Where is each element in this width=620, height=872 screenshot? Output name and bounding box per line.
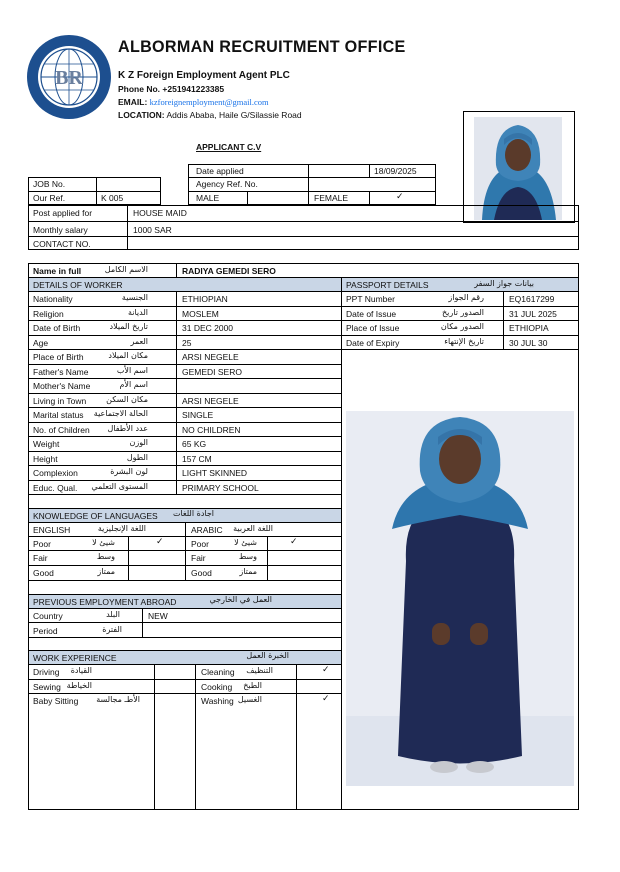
passport-label: Place of Issue [346, 323, 400, 333]
email-line [118, 98, 269, 107]
detail-label: Age [33, 337, 49, 348]
detail-value: ARSI NEGELE [182, 395, 239, 406]
detail-value: GEMEDI SERO [182, 366, 242, 377]
detail-label-ar: اسم الأم [119, 380, 148, 389]
passport-label: Date of Issue [346, 308, 397, 319]
full-body-photo [346, 411, 574, 786]
country-label: Country [33, 611, 63, 621]
location-line [118, 111, 302, 120]
work-skill-label-ar: التنظيف [246, 666, 273, 675]
detail-label: Living in Town [33, 395, 87, 406]
detail-value: LIGHT SKINNED [182, 468, 248, 478]
detail-label: Weight [33, 439, 60, 449]
row-divider [341, 335, 579, 336]
arabic-level: Poor [191, 539, 209, 549]
location-label: LOCATION: [118, 110, 165, 120]
detail-label-ar: لون البشرة [110, 467, 148, 476]
detail-label-ar: مكان السكن [106, 394, 148, 404]
work-title: WORK EXPERIENCE [33, 653, 117, 663]
email-link[interactable]: kzforeignemployment@gmail.com [149, 97, 269, 107]
female-check: ✓ [396, 192, 404, 202]
detail-label-ar: مكان الميلاد [108, 351, 148, 360]
detail-label: Height [33, 453, 58, 464]
detail-label: No. of Children [33, 424, 90, 435]
detail-label-ar: تاريخ الميلاد [109, 322, 148, 331]
column-divider [503, 291, 504, 349]
detail-label: Nationality [33, 294, 73, 304]
row-divider [28, 349, 341, 350]
work-skill-label: Driving [33, 667, 60, 677]
detail-label: Marital status [33, 410, 84, 420]
row-divider [341, 320, 579, 321]
detail-value: 157 CM [182, 453, 212, 464]
work-skill-label-ar: الطبخ [243, 681, 262, 690]
passport-title-ar: بيانات جواز السفر [474, 279, 534, 288]
passport-label-ar: الصدور تاريخ [442, 307, 484, 317]
work-skill-label: Sewing [33, 682, 61, 692]
languages-title-ar: اجادة اللغات [172, 509, 214, 518]
name-label: Name in full [33, 266, 82, 276]
arabic-level: Good [191, 568, 212, 578]
detail-label: Mother's Name [33, 381, 91, 391]
detail-label: Religion [33, 308, 64, 319]
detail-label-ar: الوزن [129, 438, 148, 447]
detail-label-ar: العمر [130, 336, 148, 346]
location-value: Addis Ababa, Haile G/Silassie Road [166, 110, 302, 120]
salary-label: Monthly salary [33, 225, 88, 235]
country-label-ar: البلد [106, 610, 120, 619]
row-divider [28, 451, 341, 452]
detail-label: Educ. Qual. [33, 482, 78, 493]
english-level: Good [33, 568, 54, 578]
detail-label-ar: المستوى التعلمي [91, 481, 148, 491]
email-label: EMAIL: [118, 97, 148, 107]
logo-monogram: BR [55, 67, 83, 89]
english-label: ENGLISH [33, 525, 71, 535]
company-name: ALBORMAN RECRUITMENT OFFICE [118, 37, 406, 56]
arabic-level-ar: شيئ لا [234, 538, 257, 547]
detail-label: Date of Birth [33, 323, 81, 333]
country-value: NEW [148, 611, 168, 621]
english-level: Poor [33, 539, 51, 549]
period-label-ar: الفترة [102, 625, 122, 634]
row-divider [28, 480, 341, 481]
period-label: Period [33, 626, 58, 636]
passport-value: ETHIOPIA [509, 323, 549, 333]
column-divider [176, 291, 177, 494]
gender-male: MALE [196, 193, 220, 203]
detail-label-ar: الديانة [127, 307, 148, 317]
row-divider [341, 349, 579, 350]
phone-label: Phone No. [118, 84, 161, 94]
work-skill-label: Washing [201, 696, 234, 706]
detail-label-ar: الحالة الاجتماعية [93, 409, 148, 418]
passport-label: PPT Number [346, 294, 395, 304]
arabic-poor-check: ✓ [290, 537, 298, 547]
work-skill-label: Cleaning [201, 667, 235, 677]
arabic-level-ar: ممتاز [239, 567, 257, 576]
detail-label-ar: الطول [126, 452, 148, 462]
detail-label-ar: عدد الأطفال [107, 423, 148, 433]
detail-label: Place of Birth [33, 352, 84, 362]
work-skill-label-ar: الغسيل [237, 695, 262, 704]
work-skill-check: ✓ [322, 694, 330, 704]
arabic-label-ar: اللغة العربية [233, 524, 273, 533]
work-skill-label-ar: القيادة [70, 666, 92, 675]
job-no-label: JOB No. [33, 179, 66, 189]
row-divider [28, 407, 341, 408]
row-divider [28, 306, 341, 307]
english-level-ar: وسط [96, 552, 115, 561]
row-divider [28, 393, 341, 394]
name-value: RADIYA GEMEDI SERO [182, 266, 276, 276]
post-salary-block [28, 205, 579, 250]
row-divider [28, 422, 341, 423]
previous-title: PREVIOUS EMPLOYMENT ABROAD [33, 597, 177, 607]
arabic-level: Fair [191, 553, 206, 563]
cv-title: APPLICANT C.V [196, 142, 262, 152]
work-skill-label-ar: الخياطة [66, 681, 92, 690]
our-ref-label: Our Ref. [33, 193, 66, 203]
work-skill-label: Baby Sitting [33, 696, 79, 706]
phone-line [118, 85, 224, 94]
contact-label: CONTACT NO. [33, 239, 91, 249]
details-title: DETAILS OF WORKER [33, 280, 123, 290]
detail-value: 25 [182, 337, 192, 348]
arabic-level-ar: وسط [238, 552, 257, 561]
english-level-ar: شيئ لا [92, 538, 115, 547]
row-divider [28, 378, 341, 379]
detail-label: Father's Name [33, 366, 89, 377]
passport-label-ar: تاريخ الإنتهاء [444, 336, 484, 346]
gender-female: FEMALE [314, 193, 349, 203]
detail-value: ARSI NEGELE [182, 352, 239, 362]
row-divider [28, 335, 341, 336]
passport-value: EQ1617299 [509, 294, 555, 304]
company-logo [26, 34, 112, 120]
name-label-ar: الاسم الكامل [104, 265, 148, 274]
languages-title: KNOWLEDGE OF LANGUAGES [33, 511, 158, 521]
company-subtitle: K Z Foreign Employment Agent PLC [118, 70, 290, 81]
phone-value: +251941223385 [162, 84, 225, 94]
passport-value: 31 JUL 2025 [509, 308, 557, 319]
passport-label-ar: رقم الجواز [448, 293, 484, 302]
agency-ref-label: Agency Ref. No. [196, 179, 258, 189]
passport-label: Date of Expiry [346, 337, 400, 348]
english-level: Fair [33, 553, 48, 563]
work-skill-check: ✓ [322, 665, 330, 675]
row-divider [28, 320, 341, 321]
detail-label-ar: اسم الأب [116, 365, 148, 375]
our-ref-value: K 005 [101, 193, 124, 203]
detail-value: MOSLEM [182, 308, 219, 319]
row-divider [28, 364, 341, 365]
detail-value: 65 KG [182, 439, 207, 449]
detail-label-ar: الجنسية [121, 293, 148, 302]
row-divider [341, 306, 579, 307]
date-applied-value: 18/09/2025 [374, 166, 417, 176]
passport-title: PASSPORT DETAILS [346, 280, 429, 290]
detail-value: PRIMARY SCHOOL [182, 482, 259, 493]
row-divider [28, 465, 341, 466]
english-label-ar: اللغة الإنجليزية [97, 524, 146, 533]
detail-value: ETHIOPIAN [182, 294, 228, 304]
work-skill-label-ar: الأطـ مجالسة [96, 695, 140, 704]
detail-value: SINGLE [182, 410, 214, 420]
row-divider [28, 436, 341, 437]
salary-value: 1000 SAR [133, 225, 172, 235]
passport-label-ar: الصدور مكان [440, 322, 484, 331]
post-label: Post applied for [33, 208, 93, 218]
passport-value: 30 JUL 30 [509, 337, 548, 348]
arabic-label: ARABIC [191, 525, 223, 535]
work-title-ar: الخبرة العمل [246, 651, 289, 660]
english-poor-check: ✓ [156, 537, 164, 547]
previous-title-ar: العمل في الخارجي [209, 595, 272, 604]
detail-value: 31 DEC 2000 [182, 323, 234, 333]
work-skill-label: Cooking [201, 682, 233, 692]
post-value: HOUSE MAID [133, 208, 187, 218]
detail-label: Complexion [33, 468, 78, 478]
detail-value: NO CHILDREN [182, 424, 241, 435]
english-level-ar: ممتاز [97, 567, 115, 576]
date-applied-label: Date applied [196, 166, 244, 176]
